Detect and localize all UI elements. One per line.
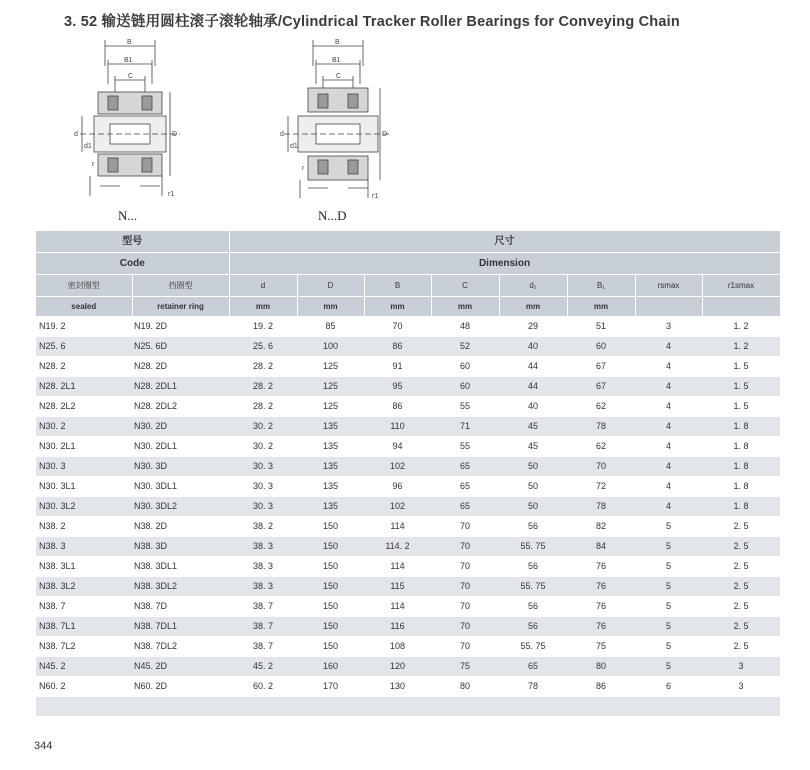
table-cell: 5 (635, 557, 702, 577)
table-cell: 28. 2 (229, 397, 297, 417)
table-cell: 55. 75 (499, 537, 567, 557)
table-cell: 30. 3 (229, 477, 297, 497)
table-cell: N38. 7D (132, 597, 229, 617)
table-cell: 51 (567, 317, 635, 337)
table-cell: 1. 2 (702, 337, 780, 357)
table-cell: 114 (364, 597, 431, 617)
table-cell: 4 (635, 377, 702, 397)
table-cell: 115 (364, 577, 431, 597)
table-cell: N38. 7DL1 (132, 617, 229, 637)
table-cell (297, 697, 364, 717)
table-cell: N30. 3DL2 (132, 497, 229, 517)
table-cell: N38. 2 (36, 517, 132, 537)
table-cell: 55 (431, 437, 499, 457)
table-cell: 135 (297, 477, 364, 497)
table-cell: 150 (297, 597, 364, 617)
table-row (36, 637, 780, 657)
table-cell: 78 (567, 497, 635, 517)
table-cell: 65 (431, 477, 499, 497)
table-cell: 25. 6 (229, 337, 297, 357)
table-cell: N30. 3 (36, 457, 132, 477)
table-cell: 4 (635, 417, 702, 437)
table-cell: N45. 2 (36, 657, 132, 677)
table-cell: N25. 6 (36, 337, 132, 357)
table-cell: 1. 8 (702, 477, 780, 497)
table-cell: 3 (702, 657, 780, 677)
table-cell: N60. 2D (132, 677, 229, 697)
table-cell: 65 (431, 497, 499, 517)
table-cell: 80 (567, 657, 635, 677)
table-cell: 67 (567, 357, 635, 377)
table-cell: 30. 2 (229, 417, 297, 437)
table-cell: 86 (364, 337, 431, 357)
dimension-header-en: Dimension (229, 253, 780, 275)
table-cell: 5 (635, 657, 702, 677)
table-cell: 52 (431, 337, 499, 357)
table-cell: 116 (364, 617, 431, 637)
table-cell: 19. 2 (229, 317, 297, 337)
table-cell: 65 (499, 657, 567, 677)
table-cell: 150 (297, 517, 364, 537)
table-cell: 76 (567, 617, 635, 637)
table-cell: 70 (364, 317, 431, 337)
table-cell: 82 (567, 517, 635, 537)
table-row (36, 377, 780, 397)
unit-d: mm (229, 297, 297, 317)
dim-label-d: d (74, 131, 78, 138)
table-cell: N30. 3L2 (36, 497, 132, 517)
table-subheader-row (36, 275, 780, 297)
table-cell: 56 (499, 557, 567, 577)
table-cell: N38. 7L2 (36, 637, 132, 657)
table-cell: N60. 2 (36, 677, 132, 697)
table-cell: 76 (567, 577, 635, 597)
table-cell: N28. 2DL1 (132, 377, 229, 397)
table-cell: N19. 2D (132, 317, 229, 337)
dim-label-big-d: D (172, 131, 178, 138)
table-cell: 135 (297, 497, 364, 517)
table-cell: 4 (635, 497, 702, 517)
spec-table (36, 231, 781, 717)
bearing-drawing-n (60, 36, 200, 206)
table-cell: 70 (431, 617, 499, 637)
table-cell: 125 (297, 397, 364, 417)
table-body (36, 317, 780, 717)
table-cell: 38. 7 (229, 637, 297, 657)
table-row (36, 697, 780, 717)
table-cell: 60 (567, 337, 635, 357)
table-cell: 160 (297, 657, 364, 677)
table-cell: 76 (567, 557, 635, 577)
dim-label-d: d (280, 131, 284, 138)
table-cell: 3 (702, 677, 780, 697)
table-cell: 40 (499, 337, 567, 357)
table-cell: 80 (431, 677, 499, 697)
table-cell: 110 (364, 417, 431, 437)
subheader-c: C (431, 275, 499, 297)
table-cell: 2. 5 (702, 557, 780, 577)
subheader-b1: B₁ (567, 275, 635, 297)
table-cell: 150 (297, 557, 364, 577)
table-cell: 1. 8 (702, 457, 780, 477)
table-cell: 135 (297, 457, 364, 477)
table-row (36, 437, 780, 457)
table-cell: 5 (635, 637, 702, 657)
table-cell: 5 (635, 617, 702, 637)
table-cell: 4 (635, 437, 702, 457)
table-cell: 86 (364, 397, 431, 417)
table-cell: N28. 2DL2 (132, 397, 229, 417)
table-cell: N38. 3DL2 (132, 577, 229, 597)
table-cell: 28. 2 (229, 377, 297, 397)
table-cell: N30. 2DL1 (132, 437, 229, 457)
table-cell: N38. 3DL1 (132, 557, 229, 577)
table-row (36, 517, 780, 537)
table-cell: 4 (635, 477, 702, 497)
table-cell: 60. 2 (229, 677, 297, 697)
page-number: 344 (34, 740, 53, 752)
table-cell: 102 (364, 497, 431, 517)
table-cell: 95 (364, 377, 431, 397)
table-cell: N38. 3L2 (36, 577, 132, 597)
table-row (36, 357, 780, 377)
table-cell (431, 697, 499, 717)
table-cell: 1. 5 (702, 397, 780, 417)
table-cell: 45 (499, 417, 567, 437)
table-cell: N38. 7L1 (36, 617, 132, 637)
table-row (36, 457, 780, 477)
table-cell: 44 (499, 357, 567, 377)
dim-label-c: C (336, 73, 342, 80)
unit-b: mm (364, 297, 431, 317)
table-cell: N38. 2D (132, 517, 229, 537)
table-cell: 170 (297, 677, 364, 697)
table-cell: 150 (297, 637, 364, 657)
bearing-drawing-nd (268, 36, 408, 206)
table-cell: 6 (635, 677, 702, 697)
subheader-d1: d₁ (499, 275, 567, 297)
table-cell: 67 (567, 377, 635, 397)
dimension-header-cn: 尺寸 (229, 231, 780, 253)
table-cell: 62 (567, 397, 635, 417)
table-cell: 30. 2 (229, 437, 297, 457)
table-cell: 38. 3 (229, 577, 297, 597)
table-row (36, 537, 780, 557)
table-cell: 50 (499, 497, 567, 517)
unit-d1: mm (499, 297, 567, 317)
dim-label-c: C (128, 73, 134, 80)
table-row (36, 417, 780, 437)
table-cell: 48 (431, 317, 499, 337)
table-cell: 44 (499, 377, 567, 397)
table-header-row (36, 253, 780, 275)
dim-label-r: r (302, 165, 305, 172)
dim-label-d1: d1 (290, 143, 298, 150)
table-row (36, 677, 780, 697)
table-row (36, 597, 780, 617)
table-cell: 38. 3 (229, 557, 297, 577)
table-cell: 5 (635, 537, 702, 557)
table-cell: 70 (431, 557, 499, 577)
table-cell (635, 697, 702, 717)
table-cell: 114 (364, 557, 431, 577)
figure-caption-nd: N...D (318, 208, 347, 223)
table-cell: 55. 75 (499, 637, 567, 657)
table-cell: 5 (635, 577, 702, 597)
table-cell: 150 (297, 617, 364, 637)
table-cell: N30. 3DL1 (132, 477, 229, 497)
table-cell: 100 (297, 337, 364, 357)
table-cell: 1. 8 (702, 497, 780, 517)
table-cell: N30. 3D (132, 457, 229, 477)
table-cell: 29 (499, 317, 567, 337)
table-row (36, 577, 780, 597)
table-cell: 30. 3 (229, 497, 297, 517)
table-cell: 40 (499, 397, 567, 417)
table-cell: 71 (431, 417, 499, 437)
table-cell: 91 (364, 357, 431, 377)
table-cell: 102 (364, 457, 431, 477)
table-cell: 2. 5 (702, 577, 780, 597)
table-cell: 86 (567, 677, 635, 697)
page-title: 3. 52 输送链用圆柱滚子滚轮轴承/Cylindrical Tracker Roller Bearings for Conveying Chain (64, 14, 680, 30)
table-cell: 4 (635, 337, 702, 357)
table-cell: 70 (431, 517, 499, 537)
subheader-sealed-cn: 密封圈型 (36, 275, 132, 297)
unit-big-d: mm (297, 297, 364, 317)
subheader-r1smax: r1smax (702, 275, 780, 297)
table-cell: 38. 2 (229, 517, 297, 537)
table-cell: 38. 7 (229, 617, 297, 637)
table-cell: N28. 2L2 (36, 397, 132, 417)
table-cell: N38. 7DL2 (132, 637, 229, 657)
table-cell: 135 (297, 417, 364, 437)
table-cell: 5 (635, 597, 702, 617)
table-cell: 114 (364, 517, 431, 537)
subheader-rsmax: rsmax (635, 275, 702, 297)
dim-label-b1: B1 (332, 57, 341, 64)
code-header-cn: 型号 (36, 231, 229, 253)
subheader-retainer-cn: 挡圈型 (132, 275, 229, 297)
table-cell: 62 (567, 437, 635, 457)
table-cell: 4 (635, 357, 702, 377)
figure-caption-n: N... (118, 208, 138, 223)
table-header-row (36, 231, 780, 253)
table-cell: 56 (499, 517, 567, 537)
table-cell: 55. 75 (499, 577, 567, 597)
table-cell: N28. 2L1 (36, 377, 132, 397)
subheader-b: B (364, 275, 431, 297)
subheader-retainer-en: retainer ring (132, 297, 229, 317)
dim-label-d1: d1 (84, 143, 92, 150)
table-cell: 1. 8 (702, 437, 780, 457)
table-cell: N38. 3 (36, 537, 132, 557)
table-cell: 55 (431, 397, 499, 417)
table-row (36, 337, 780, 357)
table-cell (499, 697, 567, 717)
table-row (36, 657, 780, 677)
table-cell: 72 (567, 477, 635, 497)
table-cell: 114. 2 (364, 537, 431, 557)
table-cell: N38. 7 (36, 597, 132, 617)
table-cell: N28. 2 (36, 357, 132, 377)
table-cell: N30. 2 (36, 417, 132, 437)
table-cell: 38. 7 (229, 597, 297, 617)
code-header-en: Code (36, 253, 229, 275)
table-cell: 108 (364, 637, 431, 657)
table-cell: 38. 3 (229, 537, 297, 557)
table-cell: 125 (297, 377, 364, 397)
table-cell: 50 (499, 457, 567, 477)
table-cell: 1. 5 (702, 357, 780, 377)
table-cell: N38. 3L1 (36, 557, 132, 577)
table-cell: 1. 5 (702, 377, 780, 397)
subheader-big-d: D (297, 275, 364, 297)
table-cell: 70 (431, 577, 499, 597)
table-cell: N30. 3L1 (36, 477, 132, 497)
table-cell: 70 (431, 537, 499, 557)
table-cell: 2. 5 (702, 597, 780, 617)
subheader-d: d (229, 275, 297, 297)
table-cell: 5 (635, 517, 702, 537)
table-cell: 45. 2 (229, 657, 297, 677)
table-row (36, 557, 780, 577)
table-cell: N30. 2D (132, 417, 229, 437)
table-cell: 78 (499, 677, 567, 697)
table-cell: N25. 6D (132, 337, 229, 357)
table-cell: 76 (567, 597, 635, 617)
table-cell (364, 697, 431, 717)
table-cell: 2. 5 (702, 617, 780, 637)
dim-label-r1: r1 (372, 193, 379, 200)
table-cell: 65 (431, 457, 499, 477)
table-cell: N38. 3D (132, 537, 229, 557)
table-cell: 4 (635, 457, 702, 477)
table-cell (567, 697, 635, 717)
table-cell: 45 (499, 437, 567, 457)
table-cell: 78 (567, 417, 635, 437)
table-cell (36, 697, 132, 717)
table-cell: 75 (431, 657, 499, 677)
table-cell: 85 (297, 317, 364, 337)
table-cell: 125 (297, 357, 364, 377)
table-row (36, 317, 780, 337)
table-cell: 75 (567, 637, 635, 657)
table-cell: 2. 5 (702, 637, 780, 657)
table-units-row (36, 297, 780, 317)
table-cell: 70 (431, 597, 499, 617)
dim-label-b1: B1 (124, 57, 133, 64)
unit-c: mm (431, 297, 499, 317)
table-cell: 50 (499, 477, 567, 497)
table-cell: N30. 2L1 (36, 437, 132, 457)
table-cell: 4 (635, 397, 702, 417)
table-cell: 1. 8 (702, 417, 780, 437)
table-cell (229, 697, 297, 717)
unit-b1: mm (567, 297, 635, 317)
table-cell: 94 (364, 437, 431, 457)
table-cell (132, 697, 229, 717)
table-cell: 28. 2 (229, 357, 297, 377)
table-cell: 2. 5 (702, 537, 780, 557)
table-cell: 120 (364, 657, 431, 677)
table-cell: 70 (431, 637, 499, 657)
table-row (36, 617, 780, 637)
table-cell: 60 (431, 377, 499, 397)
table-cell: N28. 2D (132, 357, 229, 377)
dim-label-r: r (92, 161, 95, 168)
table-cell: N45. 2D (132, 657, 229, 677)
subheader-sealed-en: sealed (36, 297, 132, 317)
table-cell: 84 (567, 537, 635, 557)
table-cell: 130 (364, 677, 431, 697)
table-cell: 70 (567, 457, 635, 477)
table-cell (702, 697, 780, 717)
table-cell: 60 (431, 357, 499, 377)
dim-label-r1: r1 (168, 191, 175, 198)
table-cell: 150 (297, 577, 364, 597)
table-cell: 135 (297, 437, 364, 457)
table-cell: 30. 3 (229, 457, 297, 477)
table-cell: 1. 2 (702, 317, 780, 337)
table-row (36, 397, 780, 417)
dim-label-big-d: D (382, 131, 388, 138)
table-cell: 3 (635, 317, 702, 337)
table-cell: 56 (499, 617, 567, 637)
dim-label-b: B (335, 39, 340, 46)
table-row (36, 497, 780, 517)
table-cell: 56 (499, 597, 567, 617)
dim-label-b: B (127, 39, 132, 46)
table-cell: N19. 2 (36, 317, 132, 337)
table-cell: 150 (297, 537, 364, 557)
table-cell: 2. 5 (702, 517, 780, 537)
table-row (36, 477, 780, 497)
table-cell: 96 (364, 477, 431, 497)
